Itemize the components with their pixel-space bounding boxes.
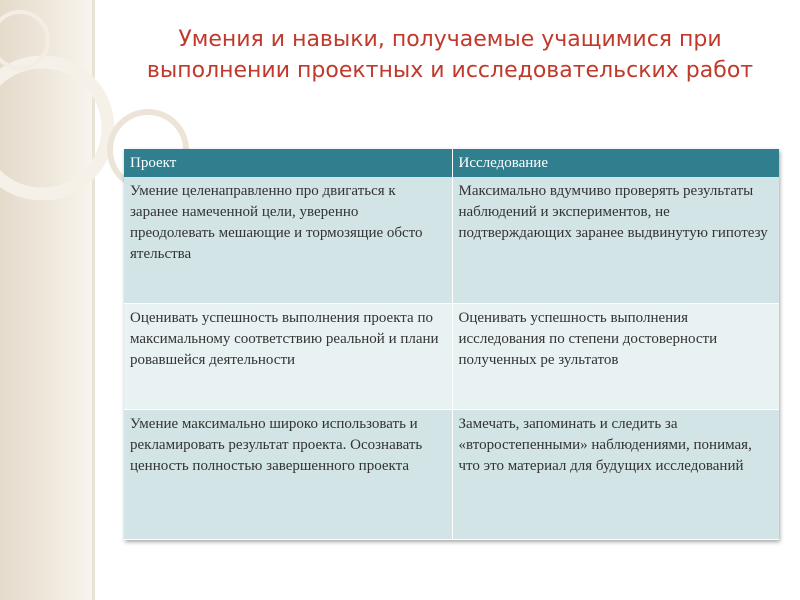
table-cell: Замечать, запоминать и следить за «второстепенными» наблюдениями, понимая, что это материал для будущих исследований <box>452 409 779 539</box>
table-cell: Оценивать успешность выполнения исследования по степени достоверности полученных ре зультатов <box>452 303 779 409</box>
table-row <box>124 303 779 409</box>
comparison-table <box>124 149 779 540</box>
table-header-row <box>124 149 779 177</box>
slide-title: Умения и навыки, получаемые учащимися при выполнении проектных и исследовательских работ <box>146 27 754 83</box>
column-header-project: Проект <box>124 149 452 177</box>
table-row <box>124 409 779 539</box>
table-row <box>124 177 779 303</box>
table-cell: Умение целенаправленно про двигаться к заранее намеченной цели, уверенно преодолевать мешающие и тормозящие обсто ятельства <box>124 177 452 303</box>
table-cell: Умение максимально широко использовать и рекламировать результат проекта. Осознавать ценность полностью завершенного проекта <box>124 409 452 539</box>
column-header-research: Исследование <box>452 149 779 177</box>
table-cell: Оценивать успешность выполнения проекта по максимальному соответствию реальной и плани ровавшейся деятельности <box>124 303 452 409</box>
table-cell: Максимально вдумчиво проверять результаты наблюдений и экспериментов, не подтверждающих заранее выдвинутую гипотезу <box>452 177 779 303</box>
